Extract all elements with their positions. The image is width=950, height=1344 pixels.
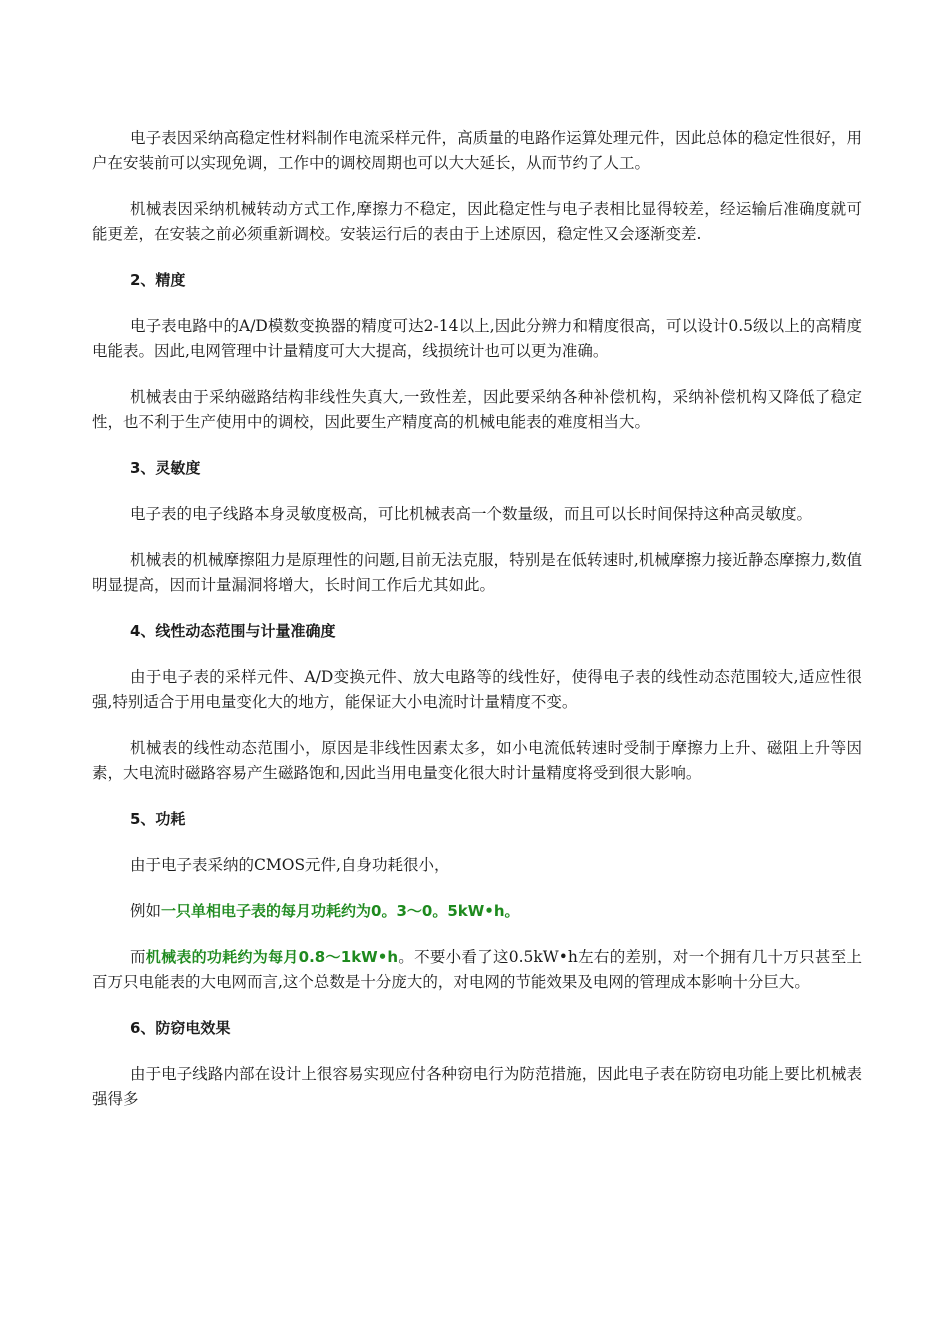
stability-paragraph-mechanical: 机械表因采纳机械转动方式工作,摩擦力不稳定，因此稳定性与电子表相比显得较差，经运输后准确度就可能更差，在安装之前必须重新调校。安装运行后的表由于上述原因，稳定性又会逐渐变差.	[92, 200, 862, 243]
section-heading-sensitivity: 3、灵敏度	[130, 459, 201, 477]
section-heading-theft: 6、防窃电效果	[130, 1019, 231, 1037]
power-paragraph-mechanical	[92, 945, 862, 995]
power-mechanical-highlight: 机械表的功耗约为每月0.8～1kW•h	[145, 948, 398, 966]
linearity-paragraph-mechanical: 机械表的线性动态范围小，原因是非线性因素太多，如小电流低转速时受制于摩擦力上升、磁阻上升等因素，大电流时磁路容易产生磁路饱和,因此当用电量变化很大时计量精度将受到很大影响。	[92, 739, 862, 782]
power-mechanical-rest: 。不要小看了这0.5kW•h左右的差别，对一个拥有几十万只甚至上百万只电能表的大电网而言,这个总数是十分庞大的，对电网的节能效果及电网的管理成本影响十分巨大。	[92, 948, 862, 991]
section-heading-linearity: 4、线性动态范围与计量准确度	[130, 622, 336, 640]
power-paragraph-intro: 由于电子表采纳的CMOS元件,自身功耗很小，	[130, 856, 450, 874]
precision-paragraph-mechanical: 机械表由于采纳磁路结构非线性失真大,一致性差，因此要采纳各种补偿机构，采纳补偿机构又降低了稳定性，也不利于生产使用中的调校，因此要生产精度高的机械电能表的难度相当大。	[92, 388, 862, 431]
stability-paragraph-electronic: 电子表因采纳高稳定性材料制作电流采样元件，高质量的电路作运算处理元件，因此总体的稳定性很好，用户在安装前可以实现免调，工作中的调校周期也可以大大延长，从而节约了人工。	[92, 129, 862, 172]
sensitivity-paragraph-mechanical: 机械表的机械摩擦阻力是原理性的问题,目前无法克服，特别是在低转速时,机械摩擦力接近静态摩擦力,数值明显提高，因而计量漏洞将增大，长时间工作后尤其如此。	[92, 551, 862, 594]
document-page	[92, 126, 862, 1133]
section-heading-power: 5、功耗	[130, 810, 186, 828]
precision-paragraph-electronic: 电子表电路中的A/D模数变换器的精度可达2-14以上,因此分辨力和精度很高，可以设计0.5级以上的高精度电能表。因此,电网管理中计量精度可大大提高，线损统计也可以更为准确。	[92, 317, 862, 360]
power-electronic-highlight: 一只单相电子表的每月功耗约为0。3～0。5kW•h。	[161, 902, 520, 920]
section-heading-precision: 2、精度	[130, 271, 186, 289]
power-paragraph-electronic	[92, 899, 862, 924]
theft-paragraph: 由于电子线路内部在设计上很容易实现应付各种窃电行为防范措施，因此电子表在防窃电功能上要比机械表强得多	[92, 1065, 862, 1108]
power-electronic-prefix: 例如	[130, 902, 162, 920]
sensitivity-paragraph-electronic: 电子表的电子线路本身灵敏度极高，可比机械表高一个数量级，而且可以长时间保持这种高灵敏度。	[130, 505, 813, 523]
power-mechanical-prefix: 而	[130, 948, 146, 966]
linearity-paragraph-electronic: 由于电子表的采样元件、A/D变换元件、放大电路等的线性好，使得电子表的线性动态范围较大,适应性很强,特别适合于用电量变化大的地方，能保证大小电流时计量精度不变。	[92, 668, 862, 711]
